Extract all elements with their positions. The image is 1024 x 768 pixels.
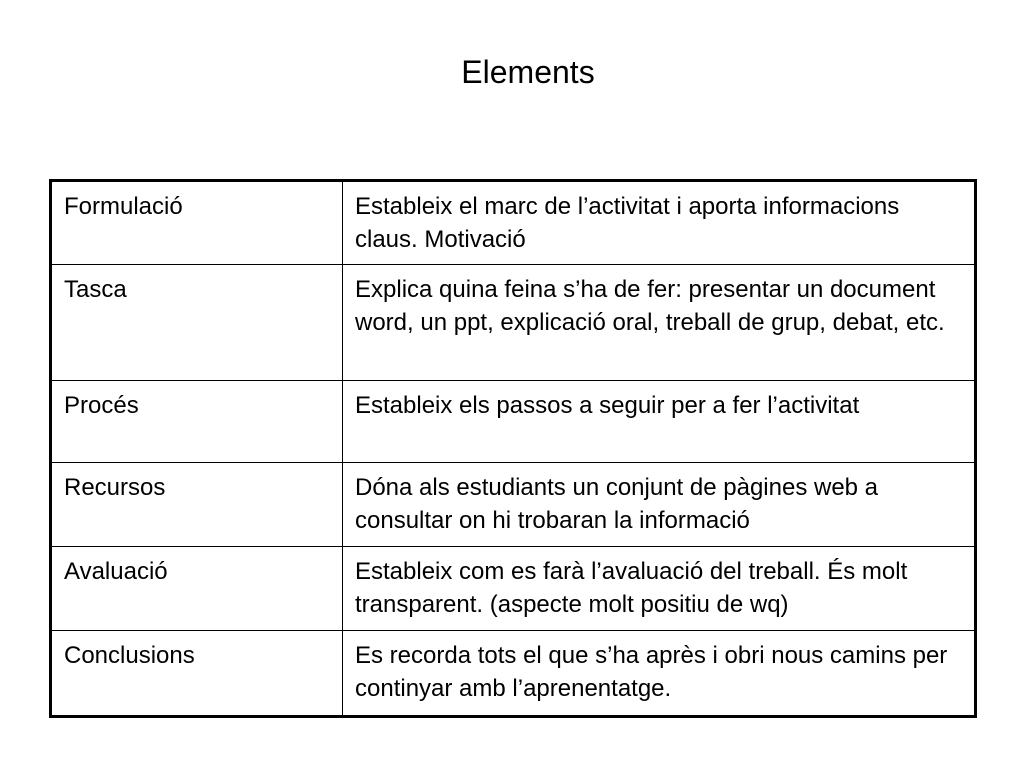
table-row [51, 181, 976, 265]
row-label-cell: Formulació [51, 181, 343, 265]
row-label-cell: Recursos [51, 463, 343, 547]
slide-title: Elements [461, 54, 595, 90]
row-description-cell: Estableix els passos a seguir per a fer l’activitat [343, 381, 976, 463]
table-row [51, 631, 976, 717]
row-description-cell: Explica quina feina s’ha de fer: presentar un document word, un ppt, explicació oral, treball de grup, debat, etc. [343, 265, 976, 381]
row-label-cell: Avaluació [51, 547, 343, 631]
row-description-cell: Es recorda tots el que s’ha après i obri nous camins per continyar amb l’aprenentatge. [343, 631, 976, 717]
row-label-cell: Tasca [51, 265, 343, 381]
table-row [51, 381, 976, 463]
row-description-cell: Dóna als estudiants un conjunt de pàgines web a consultar on hi trobaran la informació [343, 463, 976, 547]
table-row [51, 547, 976, 631]
row-label-cell: Conclusions [51, 631, 343, 717]
row-description-cell: Estableix el marc de l’activitat i aporta informacions claus. Motivació [343, 181, 976, 265]
table-row [51, 265, 976, 381]
elements-table [49, 179, 977, 718]
row-label-cell: Procés [51, 381, 343, 463]
elements-table-body [51, 181, 976, 717]
table-row [51, 463, 976, 547]
row-description-cell: Estableix com es farà l’avaluació del treball. És molt transparent. (aspecte molt positiu de wq) [343, 547, 976, 631]
